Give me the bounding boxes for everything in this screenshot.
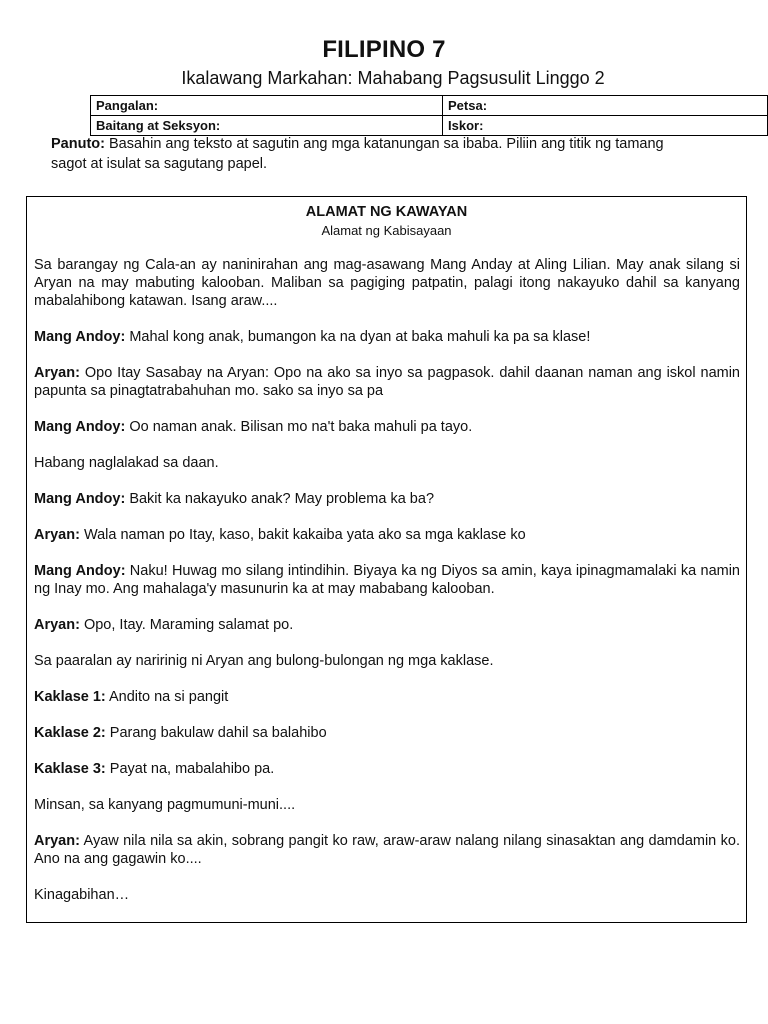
paragraph-text: Minsan, sa kanyang pagmumuni-muni.... [34,797,296,813]
student-info-table [90,95,768,136]
story-paragraph [34,652,740,670]
speaker-label: Kaklase 1: [34,689,106,705]
story-paragraph [34,256,740,310]
story-paragraph [34,328,740,346]
story-body [34,256,740,922]
paragraph-text: Sa barangay ng Cala-an ay naninirahan ang mag-asawang Mang Anday at Aling Lilian. May anak silang si Aryan na may mabuting kalooban. Maliban sa pagiging patpatin, palagi itong nakayuko dahil sa kanyang mabalahibong katawan. Isang araw.... [34,257,740,309]
story-paragraph [34,616,740,634]
page-subtitle: Ikalawang Markahan: Mahabang Pagsusulit Linggo 2 [181,68,605,88]
story-paragraph [34,454,740,472]
story-paragraph [34,364,740,400]
paragraph-text: Sa paaralan ay naririnig ni Aryan ang bulong-bulongan ng mga kaklase. [34,653,494,669]
story-paragraph [34,418,740,436]
date-field-label[interactable]: Petsa: [443,96,768,116]
story-paragraph [34,526,740,544]
paragraph-text: Oo naman anak. Bilisan mo na't baka mahuli pa tayo. [125,419,473,435]
paragraph-text: Payat na, mabalahibo pa. [105,761,275,777]
score-field-label[interactable]: Iskor: [443,116,768,136]
instructions-text: Basahin ang teksto at sagutin ang mga katanungan sa ibaba. Piliin ang titik ng tamang sagot at isulat sa sagutang papel. [51,136,664,172]
story-paragraph [34,832,740,868]
paragraph-text: Parang bakulaw dahil sa balahibo [105,725,327,741]
speaker-label: Aryan: [34,365,80,381]
name-field-label[interactable]: Pangalan: [91,96,443,116]
speaker-label: Kaklase 3: [34,761,106,777]
story-paragraph [34,724,740,742]
story-paragraph [34,886,740,904]
story-paragraph [34,796,740,814]
table-row [91,96,768,116]
speaker-label: Mang Andoy: [34,491,126,507]
grade-section-field-label[interactable]: Baitang at Seksyon: [91,116,443,136]
paragraph-text: Opo Itay Sasabay na Aryan: Opo na ako sa inyo sa pagpasok. dahil daanan naman ang iskol namin papunta sa pinagtatrabahuhan mo. sako sa inyo sa pa [34,365,740,399]
instructions [51,135,701,174]
story-paragraph [34,562,740,598]
instructions-label: Panuto: [51,136,105,152]
speaker-label: Aryan: [34,527,80,543]
page-title: FILIPINO 7 [322,36,446,63]
table-row [91,116,768,136]
story-title: ALAMAT NG KAWAYAN [305,204,468,220]
paragraph-text: Naku! Huwag mo silang intindihin. Biyaya ka ng Diyos sa amin, kaya ipinagmamalaki ka namin ng Inay mo. Ang mahalaga'y masunurin ka at may mababang kalooban. [34,563,740,597]
paragraph-text: Ayaw nila nila sa akin, sobrang pangit ko raw, araw-araw nalang nilang sinasaktan ang damdamin ko. Ano na ang gagawin ko.... [34,833,740,867]
paragraph-text: Mahal kong anak, bumangon ka na dyan at baka mahuli ka pa sa klase! [125,329,591,345]
story-paragraph [34,760,740,778]
paragraph-text: Wala naman po Itay, kaso, bakit kakaiba yata ako sa mga kaklase ko [79,527,526,543]
story-paragraph [34,688,740,706]
story-paragraph [34,490,740,508]
paragraph-text: Habang naglalakad sa daan. [34,455,219,471]
speaker-label: Aryan: [34,833,80,849]
paragraph-text: Opo, Itay. Maraming salamat po. [79,617,294,633]
paragraph-text: Andito na si pangit [105,689,229,705]
speaker-label: Mang Andoy: [34,563,126,579]
paragraph-text: Kinagabihan… [34,887,130,903]
story-subtitle: Alamat ng Kabisayaan [321,223,452,238]
speaker-label: Kaklase 2: [34,725,106,741]
speaker-label: Mang Andoy: [34,329,126,345]
speaker-label: Aryan: [34,617,80,633]
speaker-label: Mang Andoy: [34,419,126,435]
story-box [26,196,747,923]
paragraph-text: Bakit ka nakayuko anak? May problema ka ba? [125,491,435,507]
